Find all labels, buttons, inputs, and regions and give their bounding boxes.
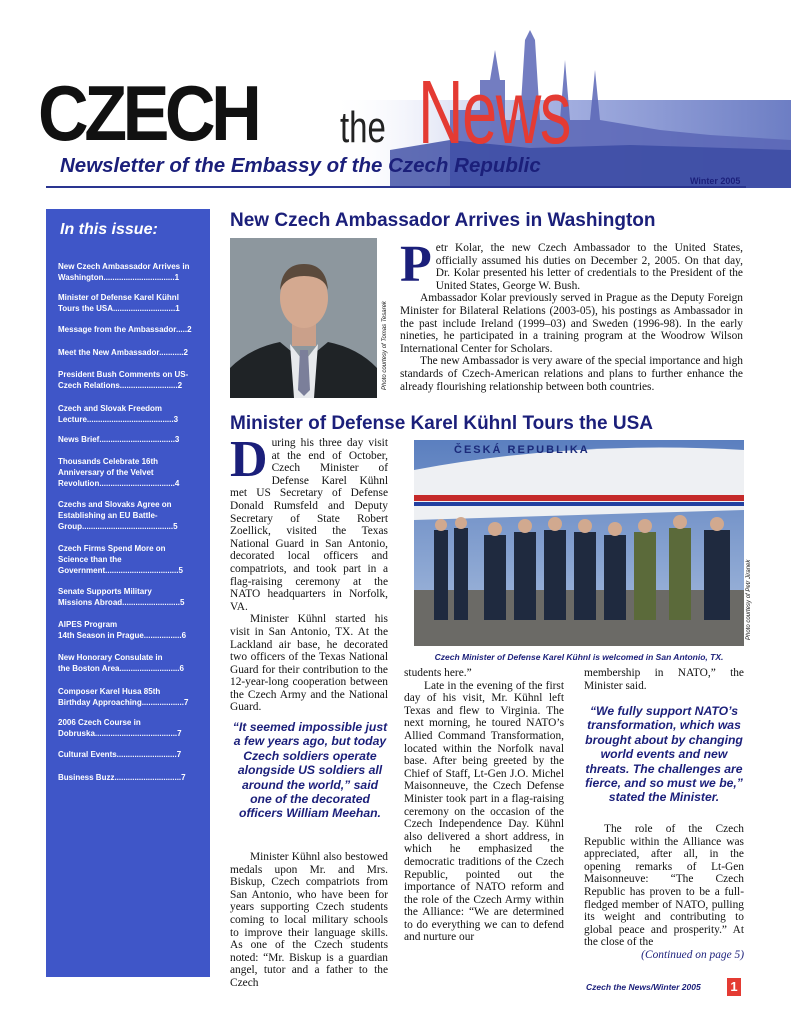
article2-paragraph: students here.” — [404, 667, 472, 679]
toc-item-line: 2006 Czech Course in — [58, 718, 141, 727]
toc-item-line: Cultural Events...........................7 — [58, 750, 182, 759]
toc-item-line: Minister of Defense Karel Kühnl — [58, 293, 179, 302]
article2-paragraph: Minister Kühnl started his visit in San Antonio, TX. At the Lackland air base, he decorated two officers of the Texas National Guard for their contribution to the 12-year-long cooperation between the Czech Army and the National Guard. — [230, 613, 388, 714]
toc-item-line: Business Buzz..............................7 — [58, 773, 186, 782]
toc-item[interactable] — [58, 434, 206, 445]
article2-body — [230, 431, 388, 714]
toc-item-line: 14th Season in Prague.................6 — [58, 631, 187, 640]
toc-item-line: Group.........................................5 — [58, 522, 178, 531]
article2-paragraph: Minister Kühnl also bestowed medals upon Mr. and Mrs. Biskup, Czech compatriots from San Antonio, who have been for years supporting Czech students coming to local military schools to improve their language skills. As one of the Czech students noted: “Mr. Biskup is a guardian angel, tutor and a father to the Czech — [230, 851, 388, 989]
toc-item[interactable] — [58, 686, 206, 708]
toc-item[interactable] — [58, 586, 206, 608]
toc-item-line: Czech Relations..........................2 — [58, 381, 183, 390]
newsletter-subtitle: Newsletter of the Embassy of the Czech Republic — [60, 154, 541, 177]
toc-item-line: Meet the New Ambassador...........2 — [58, 348, 188, 357]
toc-item-line: News Brief..................................3 — [58, 435, 180, 444]
toc-item-line: President Bush Comments on US- — [58, 370, 189, 379]
article2-paragraph: uring his three day visit at the end of October, Czech Minister of Defense Karel Kühnl met US Secretary of Defense Donald Rumsfeld and Deputy Secretary of State Robert Zoellick, visited the Texas National Guard in San Antonio, decorated local officers and compatriots, and took part in a flag-raising ceremony at the NATO headquarters in Norfolk, VA. — [230, 437, 388, 613]
toc-item-line: the Boston Area...........................6 — [58, 664, 184, 673]
toc-item[interactable] — [58, 619, 206, 641]
toc-item-line: New Honorary Consulate in — [58, 653, 163, 662]
article1-paragraph: etr Kolar, the new Czech Ambassador to the United States, officially assumed his duties on December 2, 2005. On that day, Dr. Kolar presented his letter of credentials to the President of the United States, George W. Bush. — [435, 242, 743, 292]
toc-item-line: Czech Firms Spend More on — [58, 544, 166, 553]
sidebar-contents — [46, 209, 210, 977]
article2-paragraph: membership in NATO,” the Minister said. — [584, 667, 744, 692]
welcome-ceremony-photo — [414, 440, 744, 646]
toc-item-line: Missions Abroad..........................5 — [58, 598, 185, 607]
toc-item-line: Birthday Approaching...................7 — [58, 698, 189, 707]
article2-column3 — [584, 667, 744, 692]
footer-label: Czech the News/Winter 2005 — [586, 982, 701, 992]
toc-item[interactable] — [58, 772, 206, 783]
plane-livery-text: ČESKÁ REPUBLIKA — [454, 444, 590, 456]
article1-paragraph: Ambassador Kolar previously served in Prague as the Deputy Foreign Minister for Bilateral Relations (2003-05), his postings as Ambassador in the past include Ireland (1999–03) and Sweden (1996-98). In the early nineties, he participated in a training program at the Woodrow Wilson International Center for Scholars. — [400, 292, 743, 355]
toc-item[interactable] — [58, 347, 206, 358]
ambassador-photo — [230, 238, 377, 398]
article2-body-cont — [230, 851, 388, 990]
toc-item-line: Establishing an EU Battle- — [58, 511, 158, 520]
toc-item[interactable] — [58, 403, 206, 425]
toc-item-line: Thousands Celebrate 16th — [58, 457, 159, 466]
toc-item-line: Message from the Ambassador.....2 — [58, 325, 192, 334]
article2-paragraph: Late in the evening of the first day of his visit, Mr. Kühnl left Texas and flew to Virginia. The next morning, he toured NATO’s Allied Command Transformation, located within the Norfolk naval base. After being greeted by the Chief of Staff, Lt-Gen J.O. Michel Maisonneuve, the Czech Defense Minister took part in a flag-raising ceremony on the occasion of the Czech Independence Day. Kühnl also delivered a short address, in which he emphasized the democratic traditions of the Czech Republic, pointed out the importance of NATO reform and the role of the Czech Army within the Alliance: “We are determined to do everything we can to defend and nurture our — [404, 679, 564, 944]
article1-headline: New Czech Ambassador Arrives in Washington — [230, 210, 656, 231]
toc-item-line: Lecture.......................................3 — [58, 415, 179, 424]
toc-item[interactable] — [58, 749, 206, 760]
toc-item[interactable] — [58, 456, 206, 489]
toc-item-line: Revolution..................................4 — [58, 479, 180, 488]
toc-item-line: Czech and Slovak Freedom — [58, 404, 163, 413]
toc-item[interactable] — [58, 324, 206, 335]
article2-headline: Minister of Defense Karel Kühnl Tours the USA — [230, 413, 653, 434]
article2-column2 — [404, 667, 564, 944]
edition-label: Winter 2005 — [690, 176, 741, 186]
toc-item-line: Tours the USA............................1 — [58, 304, 180, 313]
masthead-czech: CZECH — [38, 69, 258, 157]
toc-item-line: Dobruska.....................................7 — [58, 729, 182, 738]
masthead-rule — [46, 186, 746, 188]
toc-item-line: AIPES Program — [58, 620, 118, 629]
toc-item[interactable] — [58, 652, 206, 674]
sidebar-heading: In this issue: — [60, 221, 158, 238]
ceremony-photo-caption: Czech Minister of Defense Karel Kühnl is welcomed in San Antonio, TX. — [434, 652, 724, 662]
article2-paragraph: The role of the Czech Republic within the Alliance was appreciated, after all, in the opening remarks of Lt-Gen Maisonneuve: “The Czech Republic has proven to be a full-fledged member of NATO, pulling its weight and contributing to global peace and prosperity.” At the close of the — [584, 823, 744, 949]
toc-item-line: Washington................................1 — [58, 273, 180, 282]
toc-item-line: New Czech Ambassador Arrives in — [58, 262, 190, 271]
article1-paragraph: The new Ambassador is very aware of the special importance and high standards of Czech-American relations and plans to further enhance the already flourishing relationship between both countries. — [400, 355, 743, 393]
toc-item[interactable] — [58, 499, 206, 532]
article1-dropcap: P — [400, 236, 432, 293]
toc-item-line: Science than the — [58, 555, 122, 564]
toc-item[interactable] — [58, 261, 206, 283]
masthead-news: News — [418, 63, 570, 163]
toc-item[interactable] — [58, 717, 206, 739]
toc-item-line: Composer Karel Husa 85th — [58, 687, 161, 696]
toc-item[interactable] — [58, 369, 206, 391]
toc-item-line: Anniversary of the Velvet — [58, 468, 154, 477]
article1-body — [400, 236, 743, 393]
masthead-the: the — [340, 103, 386, 152]
page-number: 1 — [727, 978, 741, 996]
toc-item-line: Government.................................5 — [58, 566, 183, 575]
continued-link[interactable]: (Continued on page 5) — [641, 948, 744, 961]
ambassador-photo-credit: Photo courtesy of Tomas Tesarek — [382, 301, 388, 390]
ceremony-photo-credit: Photo courtesy of Petr Jiranek — [746, 559, 752, 640]
toc-item-line: Czechs and Slovaks Agree on — [58, 500, 172, 509]
pull-quote-minister: “We fully support NATO’s transformation, which was brought about by changing world events and new threats. The challenges are fierce, and so must we be,” stated the Minister. — [585, 704, 743, 805]
article2-dropcap: D — [230, 431, 268, 488]
continued-note-line — [584, 949, 744, 962]
toc-item[interactable] — [58, 543, 206, 576]
toc-item-line: Senate Supports Military — [58, 587, 152, 596]
article2-column3-cont — [584, 823, 744, 962]
toc-item[interactable] — [58, 292, 206, 314]
pull-quote-meehan: “It seemed impossible just a few years ago, but today Czech soldiers operate alongside US soldiers all around the world,” said one of the decorated officers William Meehan. — [232, 720, 388, 821]
